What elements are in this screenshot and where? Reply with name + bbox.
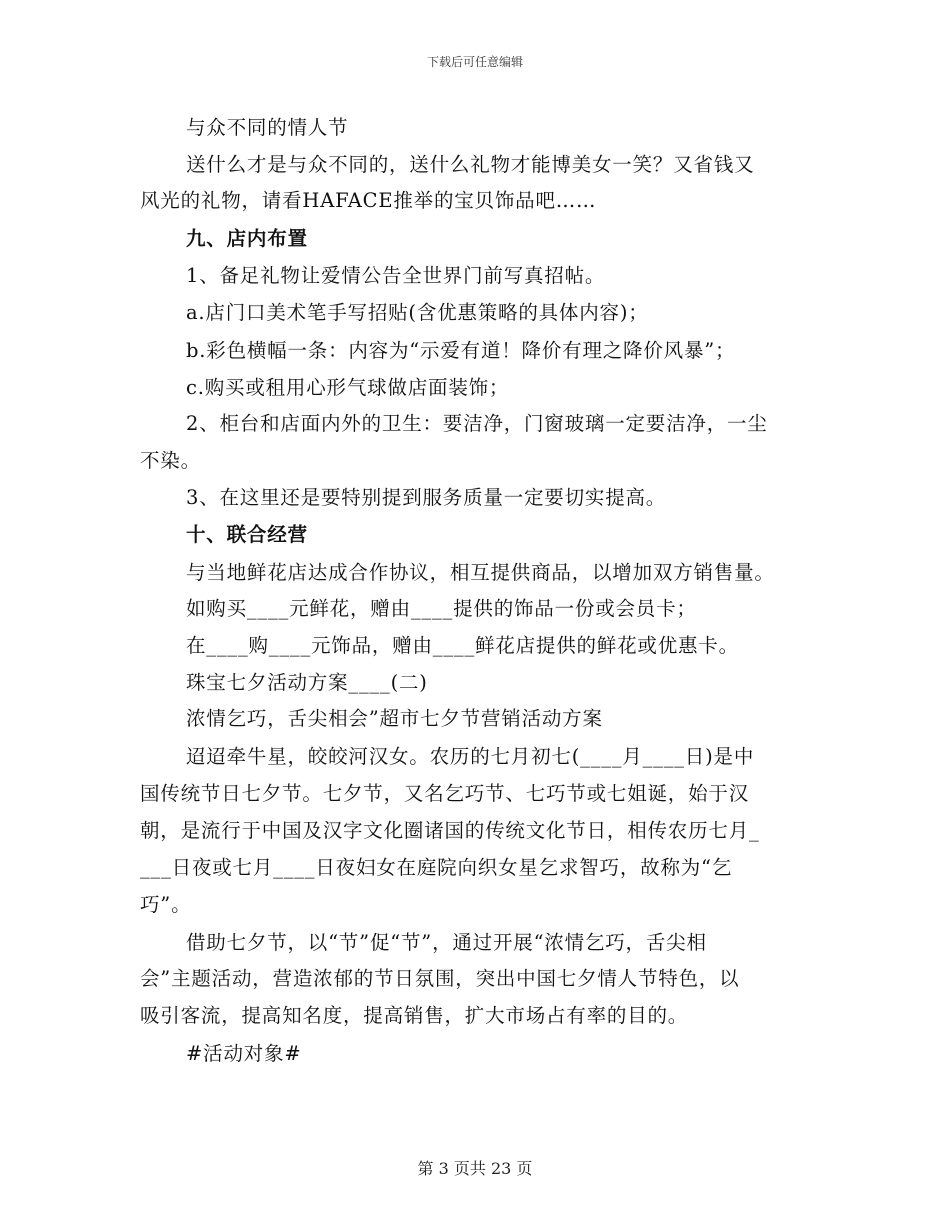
section-heading: 十、联合经营: [186, 523, 308, 546]
body-text-line: 在____购____元饰品，赠由____鲜花店提供的鲜花或优惠卡。: [186, 634, 739, 657]
body-text-line: 朝，是流行于中国及汉字文化圈诸国的传统文化节日，相传农历七月_: [140, 819, 760, 842]
header-note: 下载后可任意编辑: [426, 55, 523, 69]
body-text-line: 与众不同的情人节: [186, 116, 349, 139]
body-text-line: 风光的礼物，请看HAFACE推举的宝贝饰品吧……: [140, 189, 597, 212]
body-text-line: 借助七夕节，以“节”促“节”，通过开展“浓情乞巧，舌尖相: [186, 931, 707, 954]
section-heading: 九、店内布置: [186, 227, 308, 250]
body-text-line: 1、备足礼物让爱情公告全世界门前写真招帖。: [186, 264, 606, 287]
body-text-line: 如购买____元鲜花，赠由____提供的饰品一份或会员卡；: [186, 597, 697, 620]
page-number: 第 3 页共 23 页: [417, 1159, 533, 1178]
body-text-line: 2、柜台和店面内外的卫生：要洁净，门窗玻璃一定要洁净，一尘: [186, 412, 768, 435]
body-text-line: 国传统节日七夕节。七夕节，又名乞巧节、七巧节或七姐诞，始于汉: [140, 782, 750, 805]
body-text-line: a.店门口美术笔手写招贴(含优惠策略的具体内容)；: [186, 301, 649, 324]
body-text-line: 3、在这里还是要特别提到服务质量一定要切实提高。: [186, 486, 667, 509]
body-text-line: #活动对象#: [186, 1042, 302, 1065]
body-text-line: 浓情乞巧，舌尖相会”超市七夕节营销活动方案: [186, 707, 603, 730]
body-text-line: 珠宝七夕活动方案____(二): [186, 671, 428, 694]
body-text-line: 送什么才是与众不同的，送什么礼物才能博美女一笑？又省钱又: [186, 153, 755, 176]
body-text-line: 巧”。: [140, 893, 192, 916]
body-text-line: 会”主题活动，营造浓郁的节日氛围，突出中国七夕情人节特色，以: [140, 967, 740, 990]
body-text-line: ___日夜或七月____日夜妇女在庭院向织女星乞求智巧，故称为“乞: [140, 856, 733, 879]
body-text-line: 吸引客流，提高知名度，提高销售，扩大市场占有率的目的。: [140, 1004, 689, 1027]
body-text-line: 与当地鲜花店达成合作协议，相互提供商品，以增加双方销售量。: [186, 561, 775, 584]
body-text-line: c.购买或租用心形气球做店面装饰；: [186, 376, 510, 399]
body-text-line: 不染。: [140, 449, 201, 472]
body-text-line: b.彩色横幅一条：内容为“示爱有道！降价有理之降价风暴”；: [186, 339, 736, 362]
body-text-line: 迢迢牵牛星，皎皎河汉女。农历的七月初七(____月____日)是中: [186, 745, 755, 768]
